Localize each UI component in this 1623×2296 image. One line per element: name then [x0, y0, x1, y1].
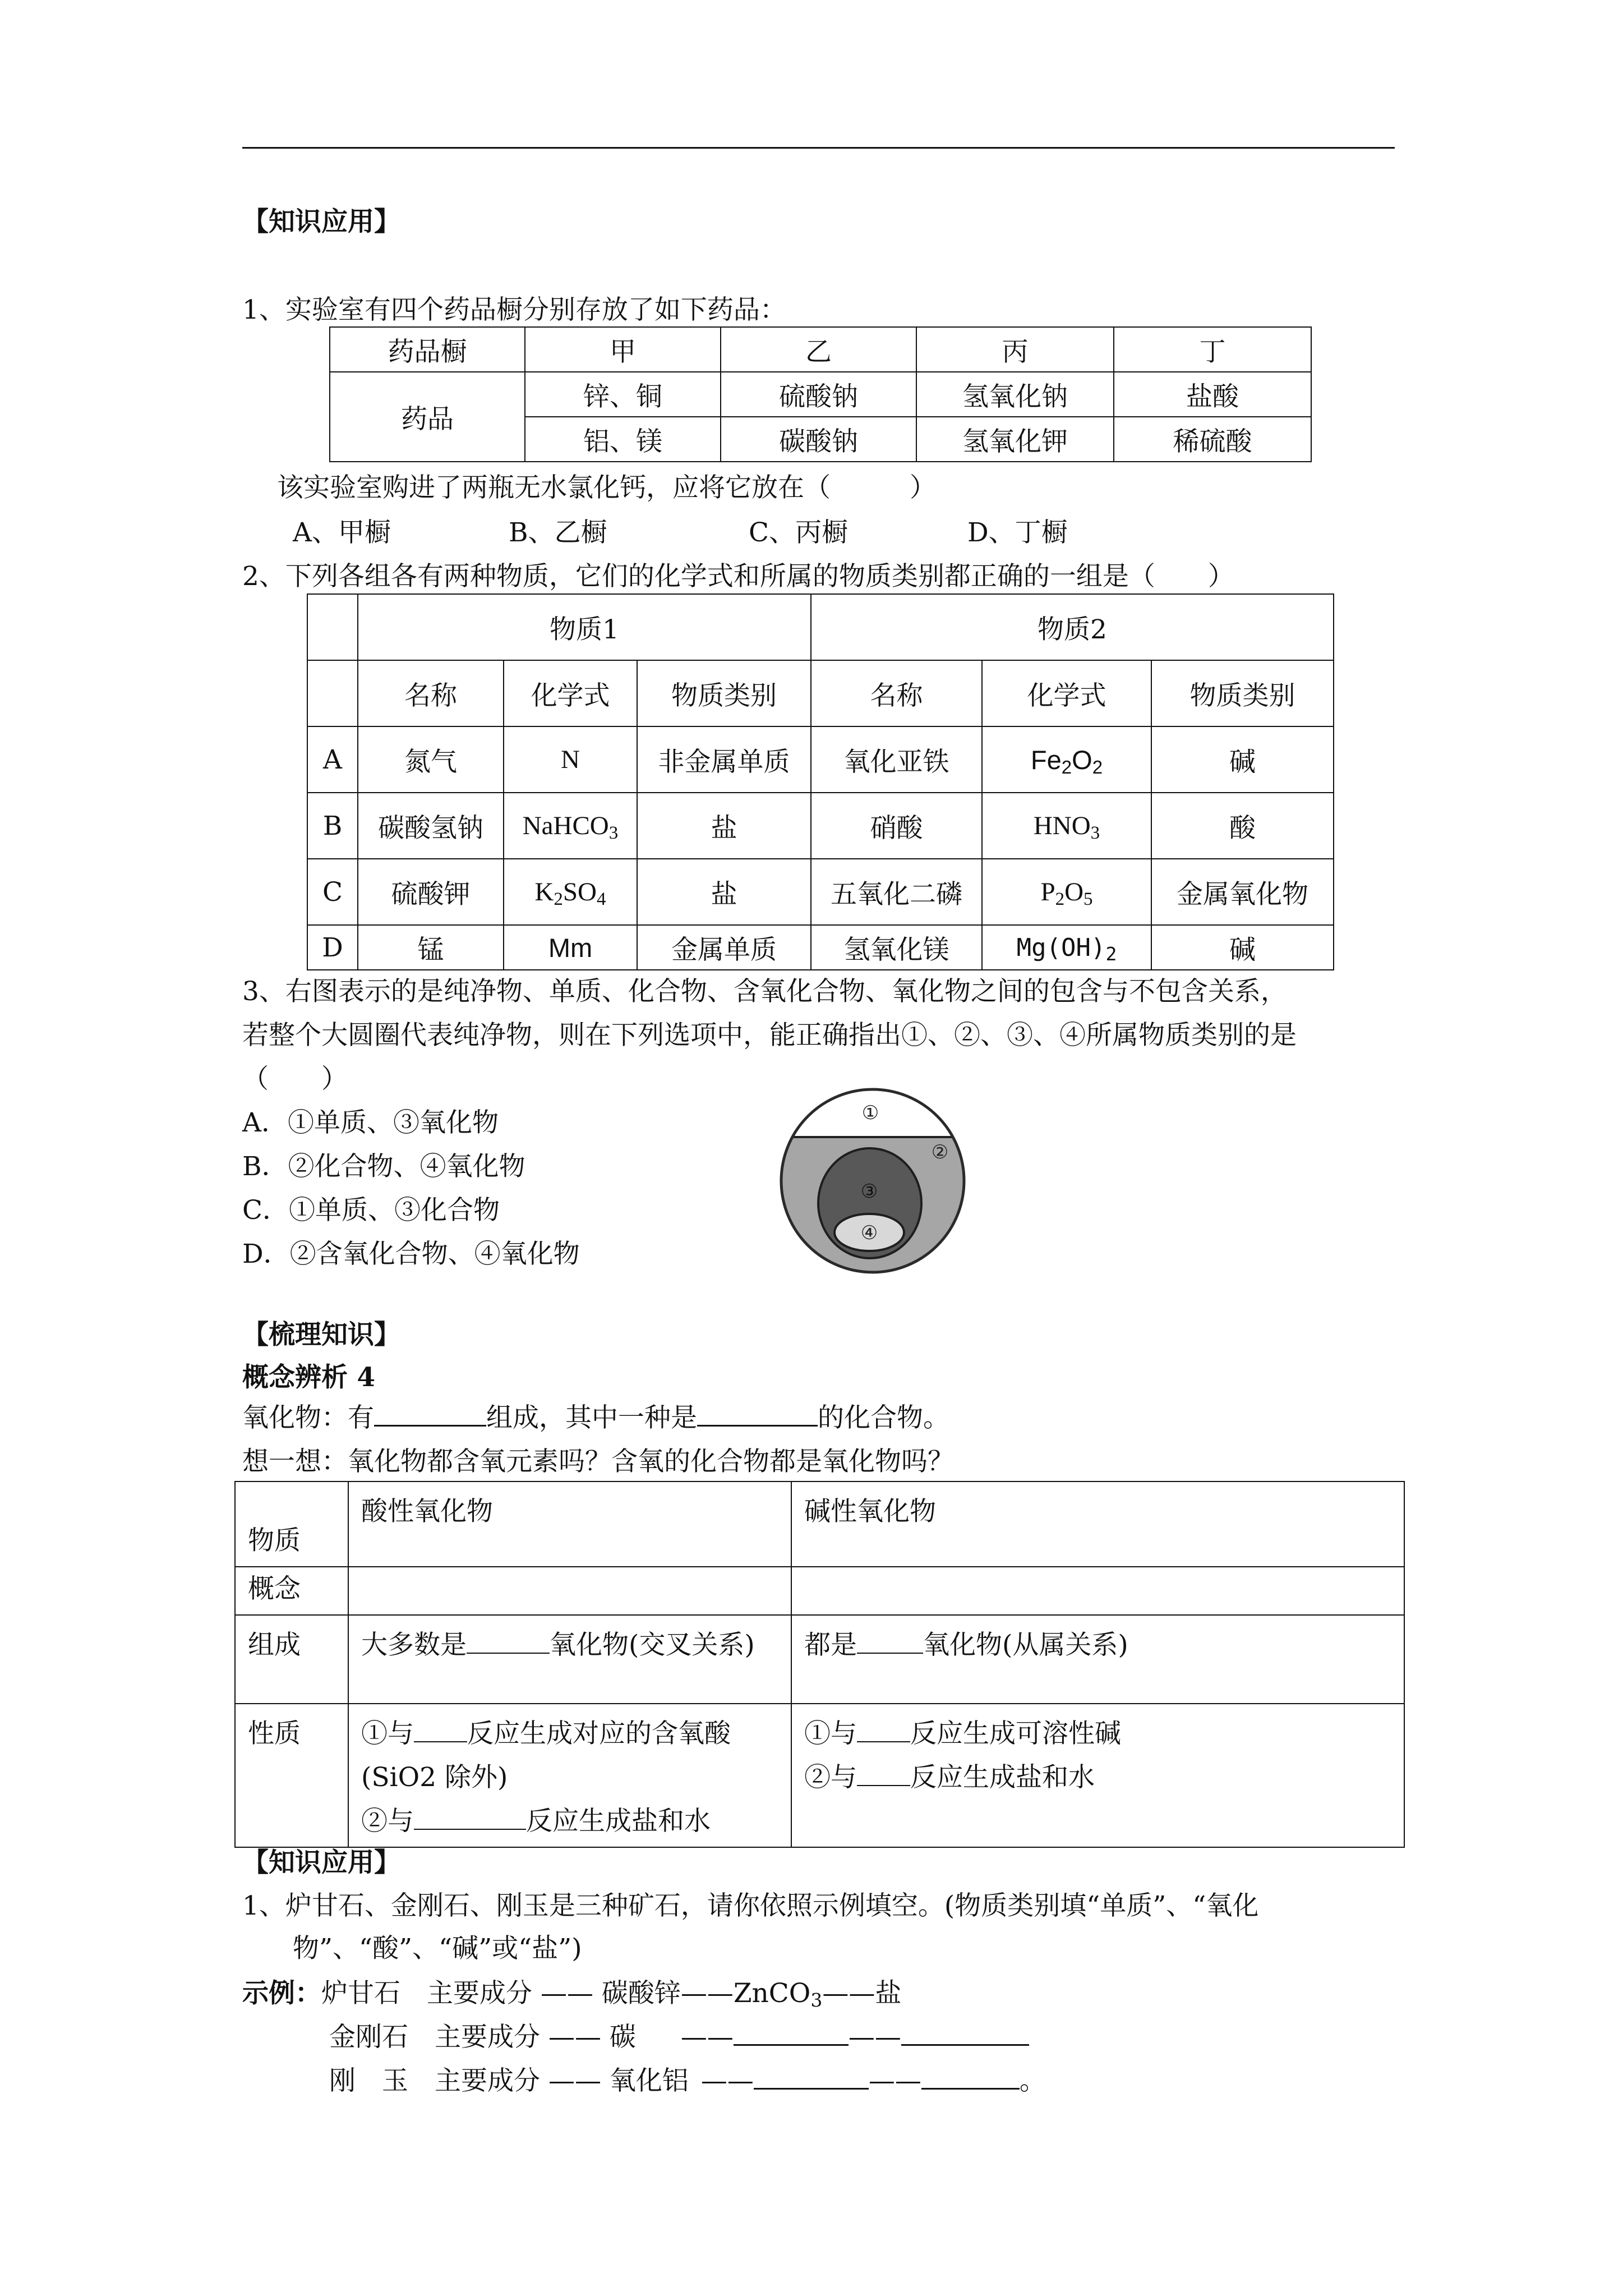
table-cell: 稀硫酸: [1114, 417, 1311, 462]
property-line: [804, 1712, 1391, 1756]
formula-cell: $HNO_3$: [982, 793, 1151, 859]
header-cell: 乙: [721, 327, 916, 372]
blank-field: [734, 2021, 849, 2046]
cell-text: 都是: [804, 1630, 857, 1660]
table-row: [307, 793, 1334, 859]
table-row: [307, 925, 1334, 970]
question-1-stem: 1、实验室有四个药品橱分别存放了如下药品：: [242, 295, 786, 325]
corner-cell: [307, 660, 358, 726]
blank-field: [857, 1630, 923, 1654]
table-cell: 氢氧化钾: [916, 417, 1114, 462]
composition-base: [791, 1615, 1404, 1704]
name-cell: 硫酸钾: [358, 859, 504, 925]
column-header: 物质类别: [637, 660, 811, 726]
column-header: 化学式: [504, 660, 637, 726]
empty-cell: [348, 1567, 791, 1615]
row-label: 性质: [235, 1704, 348, 1847]
formula-cell: N: [504, 726, 637, 793]
row-key: A: [307, 726, 358, 793]
table-cell: 铝、镁: [525, 417, 721, 462]
blank-field: [697, 1401, 818, 1427]
question-3-line-2: 若整个大圆圈代表纯净物，则在下列选项中，能正确指出①、②、③、④所属物质类别的是: [242, 1020, 1297, 1051]
name-cell: 五氧化二磷: [811, 859, 982, 925]
category-cell: 金属氧化物: [1151, 859, 1334, 925]
venn-diagram: [777, 1085, 968, 1276]
label-4: ④: [860, 1222, 878, 1244]
category-cell: 盐: [637, 793, 811, 859]
column-header: 名称: [811, 660, 982, 726]
dash: ——: [700, 2065, 754, 2096]
row-key: D: [307, 925, 358, 970]
example-text: ——盐: [822, 1978, 902, 2009]
option-b: B．②化合物、④氧化物: [242, 1151, 525, 1182]
category-cell: 碱: [1151, 726, 1334, 793]
cabinet-table: [329, 326, 1312, 462]
category-cell: 金属单质: [637, 925, 811, 970]
composition-acid: [348, 1615, 791, 1704]
period: 。: [1019, 2065, 1046, 2096]
column-header: 酸性氧化物: [348, 1481, 791, 1567]
cell-text: ②与: [361, 1806, 414, 1837]
category-cell: 碱: [1151, 925, 1334, 970]
blank-field: [857, 1763, 910, 1786]
name-cell: 氮气: [358, 726, 504, 793]
property-base: [791, 1704, 1404, 1847]
blank-field: [414, 1719, 467, 1742]
table-row: [307, 726, 1334, 793]
row-key: C: [307, 859, 358, 925]
think-prompt: 想一想：氧化物都含氧元素吗？含氧的化合物都是氧化物吗？: [242, 1446, 954, 1477]
cell-text: 氧化物(交叉关系): [550, 1630, 755, 1660]
row-key: B: [307, 793, 358, 859]
oxide-table: [234, 1481, 1405, 1848]
column-header: 物质类别: [1151, 660, 1334, 726]
cell-text: 反应生成盐和水: [910, 1762, 1095, 1793]
formula-cell: $K_2SO_4$: [504, 859, 637, 925]
row-label: 概念: [235, 1567, 348, 1615]
corner-cell: [307, 594, 358, 660]
formula-cell: $P_2O_5$: [982, 859, 1151, 925]
section-heading: 【知识应用】: [242, 1847, 400, 1878]
blank-field: [921, 2064, 1020, 2090]
option-d: D．②含氧化合物、④氧化物: [242, 1239, 580, 1269]
substance-table: [307, 593, 1334, 970]
header-cell: 药品橱: [330, 327, 525, 372]
property-line: [361, 1712, 778, 1800]
table-cell: 氢氧化钠: [916, 372, 1114, 417]
label-1: ①: [861, 1102, 879, 1124]
blank-field: [414, 1806, 526, 1830]
option-d: D、丁橱: [967, 517, 1068, 548]
table-cell: 盐酸: [1114, 372, 1311, 417]
section-heading: 【梳理知识】: [242, 1319, 400, 1350]
mineral-question-line-2: 物”、“酸”、“碱”或“盐”): [293, 1933, 582, 1964]
header-cell: 丁: [1114, 327, 1311, 372]
table-cell: 硫酸钠: [721, 372, 916, 417]
question-3-line-1: 3、右图表示的是纯净物、单质、化合物、含氧化合物、氧化物之间的包含与不包含关系，: [242, 976, 1287, 1007]
header-rule: [242, 147, 1395, 149]
blank-field: [857, 1719, 910, 1742]
label-3: ③: [860, 1180, 878, 1203]
substance-1-header: 物质1: [358, 594, 811, 660]
definition-text: 组成，其中一种是: [486, 1402, 697, 1433]
table-row: [307, 859, 1334, 925]
option-c: C、丙橱: [749, 517, 848, 548]
cell-text: ②与: [804, 1762, 857, 1793]
property-line: [361, 1800, 778, 1843]
name-cell: 硝酸: [811, 793, 982, 859]
blank-field: [754, 2064, 869, 2090]
diamond-row: [329, 2016, 1029, 2054]
option-a: A、甲橱: [293, 517, 391, 548]
question-3-line-3: （ ）: [242, 1064, 348, 1094]
cell-text: 反应生成对应的含氧酸(SiO2 除外): [361, 1718, 731, 1793]
dash: ——: [848, 2022, 901, 2053]
cell-text: 反应生成盐和水: [526, 1806, 711, 1837]
name-cell: 氢氧化镁: [811, 925, 982, 970]
example-row: 示例：炉甘石 主要成分 —— 碳酸锌——ZnCO$_3$——盐: [242, 1978, 902, 2011]
question-1-follow: 该实验室购进了两瓶无水氯化钙，应将它放在（ ）: [277, 472, 936, 503]
section-heading: 【知识应用】: [242, 206, 400, 237]
cell-text: ①与: [361, 1718, 414, 1749]
name-cell: 锰: [358, 925, 504, 970]
label-2: ②: [931, 1141, 949, 1163]
cell-text: 氧化物(从属关系): [923, 1630, 1128, 1660]
formula-cell: $Fe_2O_2$: [982, 726, 1151, 793]
mineral-question-line-1: 1、炉甘石、金刚石、刚玉是三种矿石，请你依照示例填空。(物质类别填“单质”、“氧化: [242, 1890, 1259, 1921]
row-label: 组成: [235, 1615, 348, 1704]
category-cell: 非金属单质: [637, 726, 811, 793]
option-c: C．①单质、③化合物: [242, 1195, 500, 1226]
concept-title: 概念辨析 4: [242, 1362, 376, 1393]
question-2-stem: 2、下列各组各有两种物质，它们的化学式和所属的物质类别都正确的一组是（ ）: [242, 561, 1234, 592]
oxide-definition: [242, 1397, 949, 1434]
option-a: A．①单质、③氧化物: [242, 1107, 499, 1138]
formula-cell: $Mg(OH)_2$: [982, 925, 1151, 970]
mineral-label: 刚 玉 主要成分 —— 氧化铝: [329, 2065, 689, 2096]
dash: ——: [868, 2065, 921, 2096]
empty-cell: [791, 1567, 1404, 1615]
blank-field: [901, 2021, 1029, 2046]
row-label: 药品: [330, 372, 525, 462]
category-cell: 盐: [637, 859, 811, 925]
name-cell: 碳酸氢钠: [358, 793, 504, 859]
property-acid: [348, 1704, 791, 1847]
row-label: 物质: [235, 1481, 348, 1567]
example-text: 炉甘石 主要成分 —— 碳酸锌——ZnCO: [321, 1978, 811, 2009]
blank-field: [467, 1630, 550, 1654]
formula-cell: NaHCO$_3$: [504, 793, 637, 859]
cell-text: ①与: [804, 1718, 857, 1749]
substance-2-header: 物质2: [811, 594, 1334, 660]
formula-text: Mg(OH): [1016, 933, 1106, 962]
dash: ——: [680, 2022, 734, 2053]
formula-cell: Mm: [504, 925, 637, 970]
column-header: 化学式: [982, 660, 1151, 726]
column-header: 碱性氧化物: [791, 1481, 1404, 1567]
property-line: [804, 1756, 1391, 1800]
name-cell: 氧化亚铁: [811, 726, 982, 793]
example-label: 示例：: [242, 1978, 321, 2009]
table-cell: 碳酸钠: [721, 417, 916, 462]
cell-text: 反应生成可溶性碱: [910, 1718, 1121, 1749]
corundum-row: [329, 2060, 1046, 2097]
column-header: 名称: [358, 660, 504, 726]
blank-field: [374, 1401, 486, 1427]
mineral-label: 金刚石 主要成分 —— 碳: [329, 2022, 636, 2053]
definition-text: 的化合物。: [818, 1402, 949, 1433]
definition-text: 氧化物：有: [242, 1402, 374, 1433]
table-cell: 锌、铜: [525, 372, 721, 417]
option-b: B、乙橱: [509, 517, 607, 548]
category-cell: 酸: [1151, 793, 1334, 859]
header-cell: 丙: [916, 327, 1114, 372]
cell-text: 大多数是: [361, 1630, 467, 1660]
header-cell: 甲: [525, 327, 721, 372]
